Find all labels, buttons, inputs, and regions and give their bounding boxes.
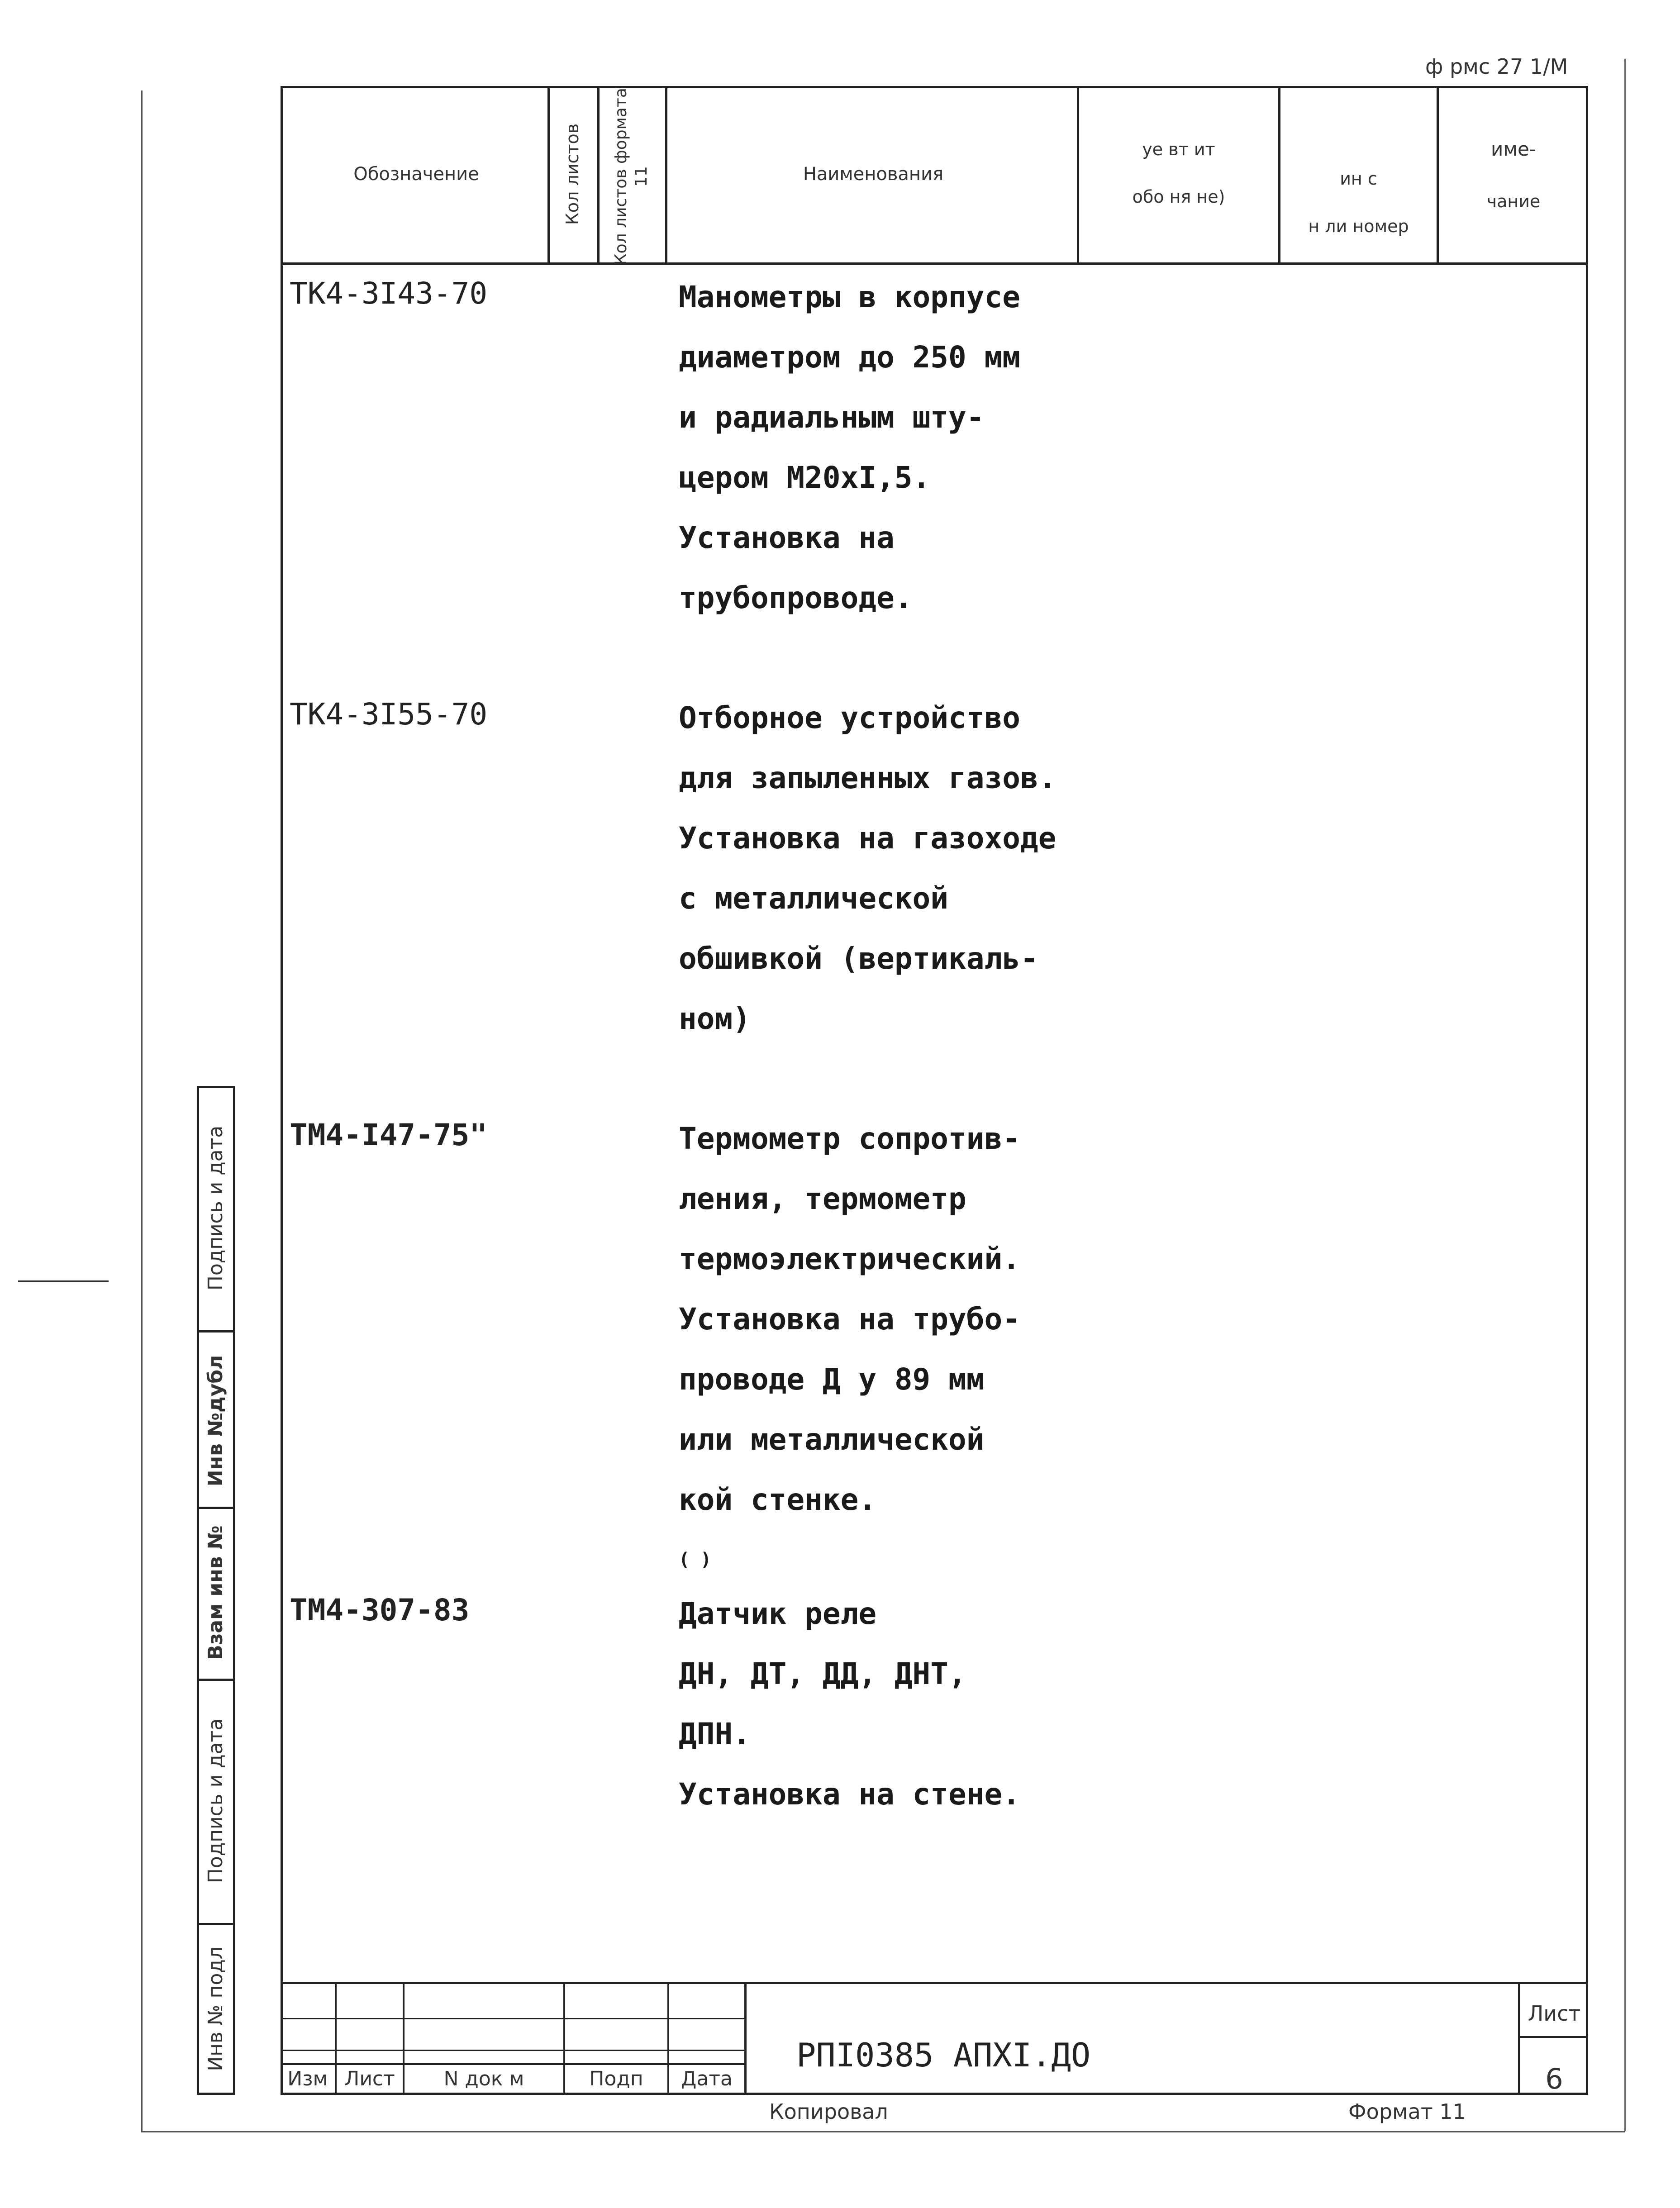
header-naimenovanie: Наименования: [803, 164, 944, 185]
title-block-mid-line: [281, 2050, 747, 2051]
entry-line: диаметром до 250 мм: [679, 340, 1020, 375]
bottom-margin-line: [141, 2131, 1625, 2132]
entry-line: ( ): [679, 1549, 712, 1570]
entry-code: ТК4-3I55-70: [290, 697, 488, 732]
entry-description: [679, 1584, 1020, 1824]
entry-line: ном): [679, 1001, 751, 1036]
header-divider-5: [1278, 86, 1280, 265]
entry-line: ления, термометр: [679, 1181, 966, 1216]
stamp-izm: Изм: [287, 2067, 328, 2090]
entry-description: [679, 1109, 1020, 1590]
side-inv-podl: Инв № подл: [204, 1946, 227, 2071]
side-podpis-i-data: Подпись и дата: [204, 1718, 227, 1884]
entry-code: ТМ4-I47-75": [290, 1118, 488, 1152]
right-margin-line: [1624, 59, 1626, 2131]
header-col5-line1: уе вт ит: [1142, 139, 1215, 159]
title-block-sheet-line: [1518, 2036, 1588, 2038]
entry-line: Датчик реле: [679, 1596, 877, 1631]
side-inv-dubl: Инв №дубл: [204, 1355, 227, 1487]
entry-line: проводе Д у 89 мм: [679, 1362, 985, 1397]
footer-format: Формат 11: [1348, 2099, 1466, 2124]
entry-line: Установка на трубо-: [679, 1302, 1020, 1337]
entry-line: кой стенке.: [679, 1482, 877, 1517]
entry-line: или металлической: [679, 1422, 985, 1457]
entry-description: [679, 267, 1020, 628]
entry-line: Термометр сопротив-: [679, 1121, 1020, 1156]
header-col6-line1: ин с: [1340, 169, 1377, 189]
header-divider-3: [665, 86, 667, 265]
header-divider-1: [547, 86, 550, 265]
entry-line: термоэлектрический.: [679, 1242, 1020, 1276]
title-block-top-line: [281, 1982, 1588, 1984]
left-edge-mark: [18, 1280, 109, 1282]
entry-line: Отборное устройство: [679, 700, 1020, 735]
header-oboznachenie: Обозначение: [353, 164, 479, 185]
entry-line: трубопроводе.: [679, 581, 913, 615]
header-bottom-line: [281, 262, 1588, 265]
stamp-n-dokum: N док м: [443, 2067, 524, 2090]
entry-line: Манометры в корпусе: [679, 280, 1020, 314]
header-divider-6: [1437, 86, 1439, 265]
header-col5-line2: обо ня не): [1132, 187, 1225, 207]
entry-line: с металлической: [679, 881, 949, 916]
title-block-mid-line: [281, 2018, 747, 2019]
side-podpis-i-data-top: Подпись и дата: [204, 1125, 227, 1291]
title-block-divider: [744, 1982, 747, 2095]
header-col7-line2: чание: [1486, 191, 1541, 211]
header-kol-listov: Кол листов: [562, 123, 582, 225]
entry-description: [679, 688, 1056, 1049]
header-kol-listov-formata-text: Кол листов формата 11: [612, 88, 651, 265]
entry-line: ДН, ДТ, ДД, ДНТ,: [679, 1656, 966, 1691]
header-col7-line1: име-: [1491, 138, 1536, 160]
entry-line: цером М20хI,5.: [679, 460, 931, 495]
footer-kopiroval: Копировал: [769, 2099, 888, 2124]
entry-line: для запыленных газов.: [679, 761, 1057, 795]
entry-line: Установка на газоходе: [679, 821, 1057, 856]
entry-line: Установка на: [679, 520, 895, 555]
side-vzam-inv: Взам инв №: [204, 1525, 227, 1660]
header-kol-listov-formata: [611, 86, 652, 267]
side-stamp-inner-line: [233, 1086, 235, 2095]
stamp-podp: Подп: [589, 2067, 643, 2090]
entry-line: и радиальным шту-: [679, 400, 985, 435]
entry-line: Установка на стене.: [679, 1777, 1020, 1812]
stamp-data: Дата: [681, 2067, 733, 2090]
format-note: ф рмс 27 1/М: [1425, 54, 1568, 79]
sheet-number: 6: [1545, 2062, 1563, 2095]
left-margin-line: [141, 90, 143, 2131]
header-divider-4: [1077, 86, 1079, 265]
stamp-list: Лист: [344, 2067, 395, 2090]
side-stamp-divider: [197, 1923, 235, 1925]
header-divider-2: [597, 86, 600, 265]
entry-code: ТМ4-307-83: [290, 1593, 470, 1627]
entry-line: ДПН.: [679, 1717, 751, 1751]
sheet-label: Лист: [1528, 2001, 1581, 2026]
document-code: РПI0385 АПХI.ДО: [796, 2036, 1091, 2074]
header-col6-line2: н ли номер: [1308, 216, 1409, 236]
title-block-label-line: [281, 2063, 747, 2065]
entry-code: ТК4-3I43-70: [290, 276, 488, 311]
entry-line: обшивкой (вертикаль-: [679, 941, 1038, 976]
